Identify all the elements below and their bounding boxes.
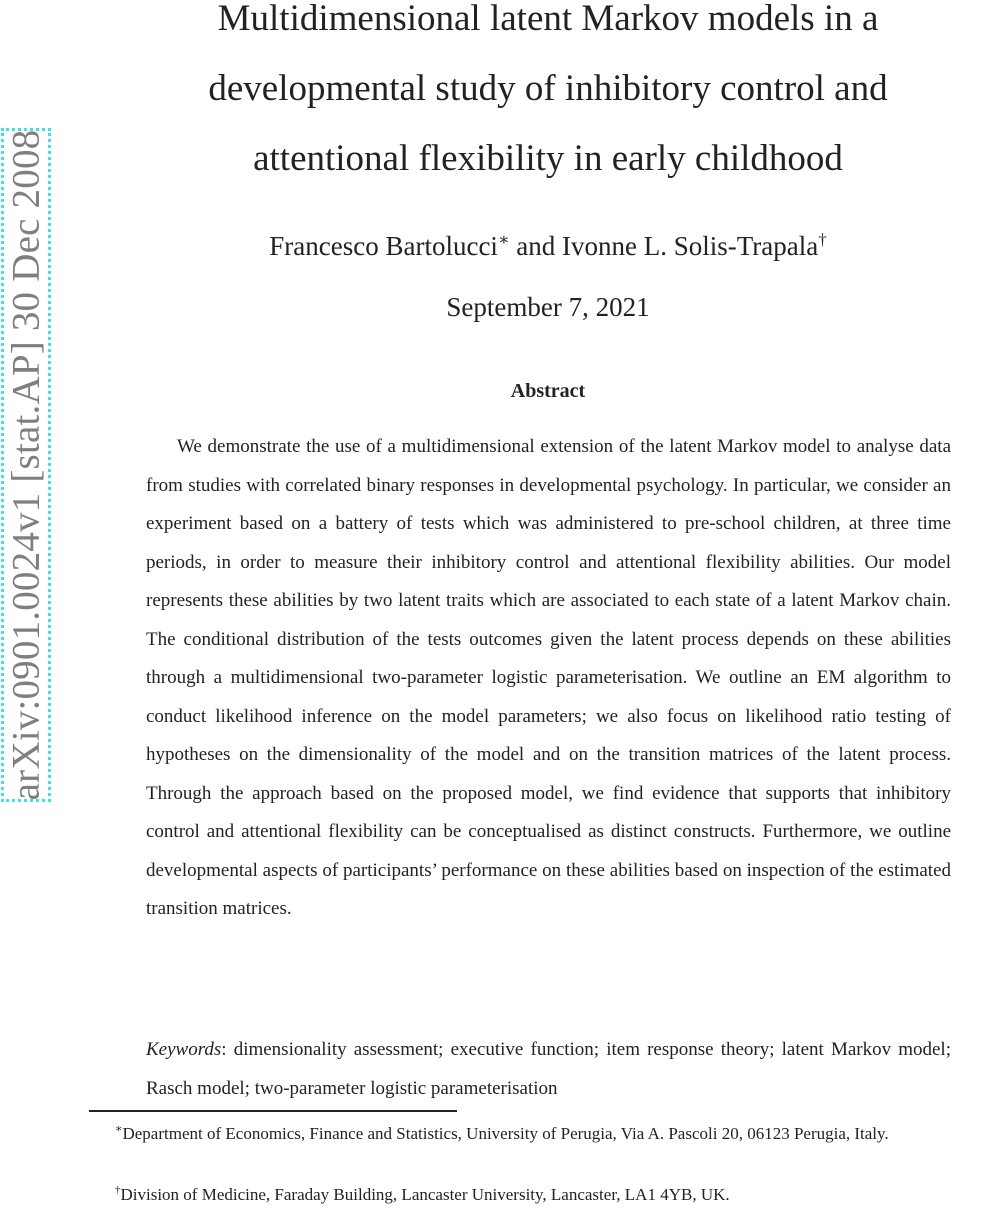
footnote [89,1173,1005,1212]
arxiv-stamp [1,128,51,802]
footnote-text: Division of Medicine, Faraday Building, Lancaster University, Lancaster, LA1 4YB, UK. [120,1185,730,1204]
footnote-text: Department of Economics, Finance and Statistics, University of Perugia, Via A. Pascoli 20, 06123 Perugia, Italy. [122,1124,889,1143]
keywords-text: : dimensionality assessment; executive function; item response theory; latent Markov model; Rasch model; two-parameter logistic parameterisation [146,1039,951,1099]
footnote-mark: ∗ [115,1123,123,1135]
paper-date: September 7, 2021 [446,292,650,322]
abstract-heading: Abstract [510,380,586,402]
author-list [88,230,1006,262]
abstract-text: We demonstrate the use of a multidimensional extension of the latent Markov model to analyse data from studies with correlated binary responses in developmental psychology. In particular, we consider an experiment based on a battery of tests which was administered to pre-school children, at three time periods, in order to measure their inhibitory control and attentional flexibility abilities. Our model represents these abilities by two latent traits which are associated to each state of a latent Markov chain. The conditional distribution of the tests outcomes given the latent process depends on these abilities through a multidimensional two-parameter logistic parameterisation. We outline an EM algorithm to conduct likelihood inference on the model parameters; we also focus on likelihood ratio testing of hypotheses on the dimensionality of the model and on the transition matrices of the latent process. Through the approach based on the proposed model, we find evidence that supports that inhibitory control and attentional flexibility can be conceptualised as distinct constructs. Furthermore, we outline developmental aspects of participants’ performance on these abilities based on inspection of the estimated transition matrices. [146,436,951,919]
author-name: Ivonne L. Solis-Trapala [561,231,819,261]
arxiv-identifier: arXiv:0901.0024v1 [stat.AP] 30 Dec 2008 [4,129,48,801]
paper-title-line-1: Multidimensional latent Markov models in a [217,0,879,39]
footnote-mark: † [818,230,827,249]
footnote-mark: ∗ [497,230,510,249]
keywords-label: Keywords [146,1039,222,1060]
paper-title-line-3: attentional flexibility in early childhood [253,138,843,179]
paper-title-line-2: developmental study of inhibitory control and [208,68,888,109]
keywords [146,1031,951,1108]
footnote [89,1112,1005,1151]
author-name: Francesco Bartolucci [269,231,498,261]
author-connector: and [509,231,562,261]
footnote-mark: † [115,1184,121,1196]
